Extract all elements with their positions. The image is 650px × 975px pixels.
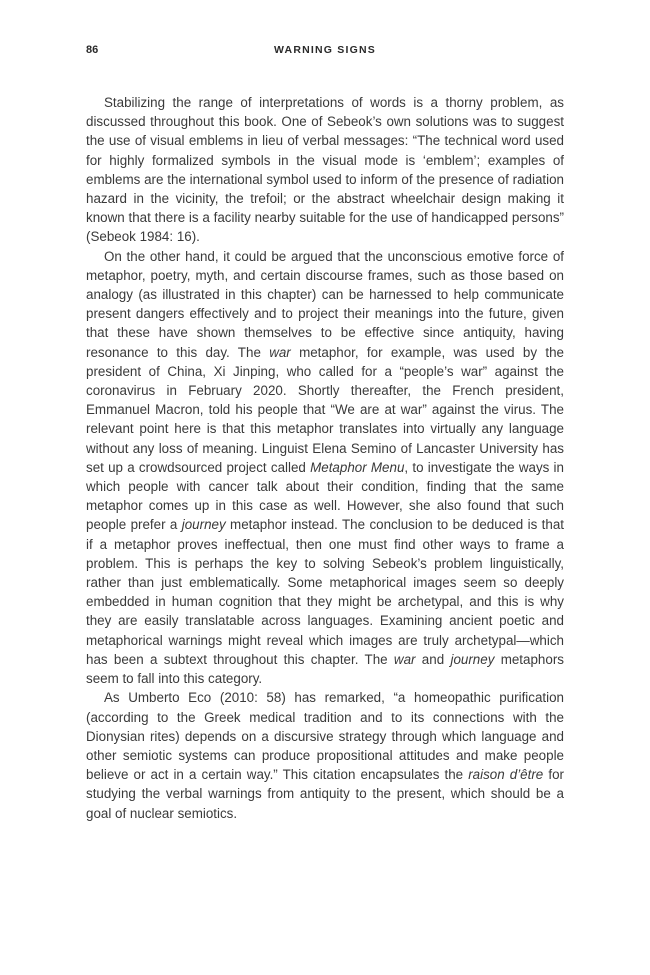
italic-text-run: Metaphor Menu [310,459,405,475]
italic-text-run: journey [450,651,495,667]
page-header [86,44,564,62]
text-run: , to investigate the ways in which people with cancer talk about their condition, finding that the same metaphor comes up in this case as well. However, she also found that such people prefer a [86,459,564,533]
italic-text-run: war [269,344,291,360]
text-run: and [415,651,451,667]
text-run: for studying the verbal warnings from antiquity to the present, which should be a goal of nuclear semiotics. [86,767,564,821]
text-run: metaphor instead. The conclusion to be deduced is that if a metaphor proves ineffectual, then one must find other ways to frame a problem. This is perhaps the key to solving Sebeok’s problem linguistically, rather than just emblematically. Some metaphorical images seem so deeply embedded in human cognition that they might be archetypal, and this is why they are easily translatable across languages. Examining ancient poetic and metaphorical warnings might reveal which images are truly archetypal—which has been a subtext throughout this chapter. The [86,517,564,667]
text-run: metaphors seem to fall into this category. [86,651,564,687]
paragraph-3 [86,688,564,822]
running-head: WARNING SIGNS [274,44,376,56]
paragraph-2 [86,247,564,689]
italic-text-run: raison d’être [468,767,544,783]
text-run: Stabilizing the range of interpretations of words is a thorny problem, as discussed throughout this book. One of Sebeok’s own solutions was to suggest the use of visual emblems in lieu of verbal messages: “The technical word used for highly formalized symbols in the visual mode is ‘emblem’; examples of emblems are the international symbol used to inform of the presence of radiation hazard in the vicinity, the trefoil; or the abstract wheelchair design making it known that there is a facility nearby suitable for the use of handicapped persons” (Sebeok 1984: 16). [86,95,564,245]
text-run: As Umberto Eco (2010: 58) has remarked, “a homeopathic purification (according to the Greek medical tradition and to its connections with the Dionysian rites) depends on a discursive strategy through which language and other semiotic systems can produce propositional attitudes and make people believe or act in a certain way.” This citation encapsulates the [86,690,564,783]
italic-text-run: war [393,651,416,667]
text-run: metaphor, for example, was used by the president of China, Xi Jinping, who called for a “people’s war” against the coronavirus in February 2020. Shortly thereafter, the French president, Emmanuel Macron, told his people that “We are at war” against the virus. The relevant point here is that this metaphor translates into virtually any language without any loss of meaning. Linguist Elena Semino of Lancaster University has set up a crowdsourced project called [86,344,564,475]
text-run: On the other hand, it could be argued that the unconscious emotive force of metaphor, poetry, myth, and certain discourse frames, such as those based on analogy (as illustrated in this chapter) can be harnessed to help communicate present dangers effectively and to project their meanings into the future, given that these have shown themselves to be effective since antiquity, having resonance to this day. The [86,248,564,360]
body-text [86,93,564,823]
italic-text-run: journey [181,517,226,533]
paragraph-1 [86,93,564,247]
page-number: 86 [86,44,99,56]
